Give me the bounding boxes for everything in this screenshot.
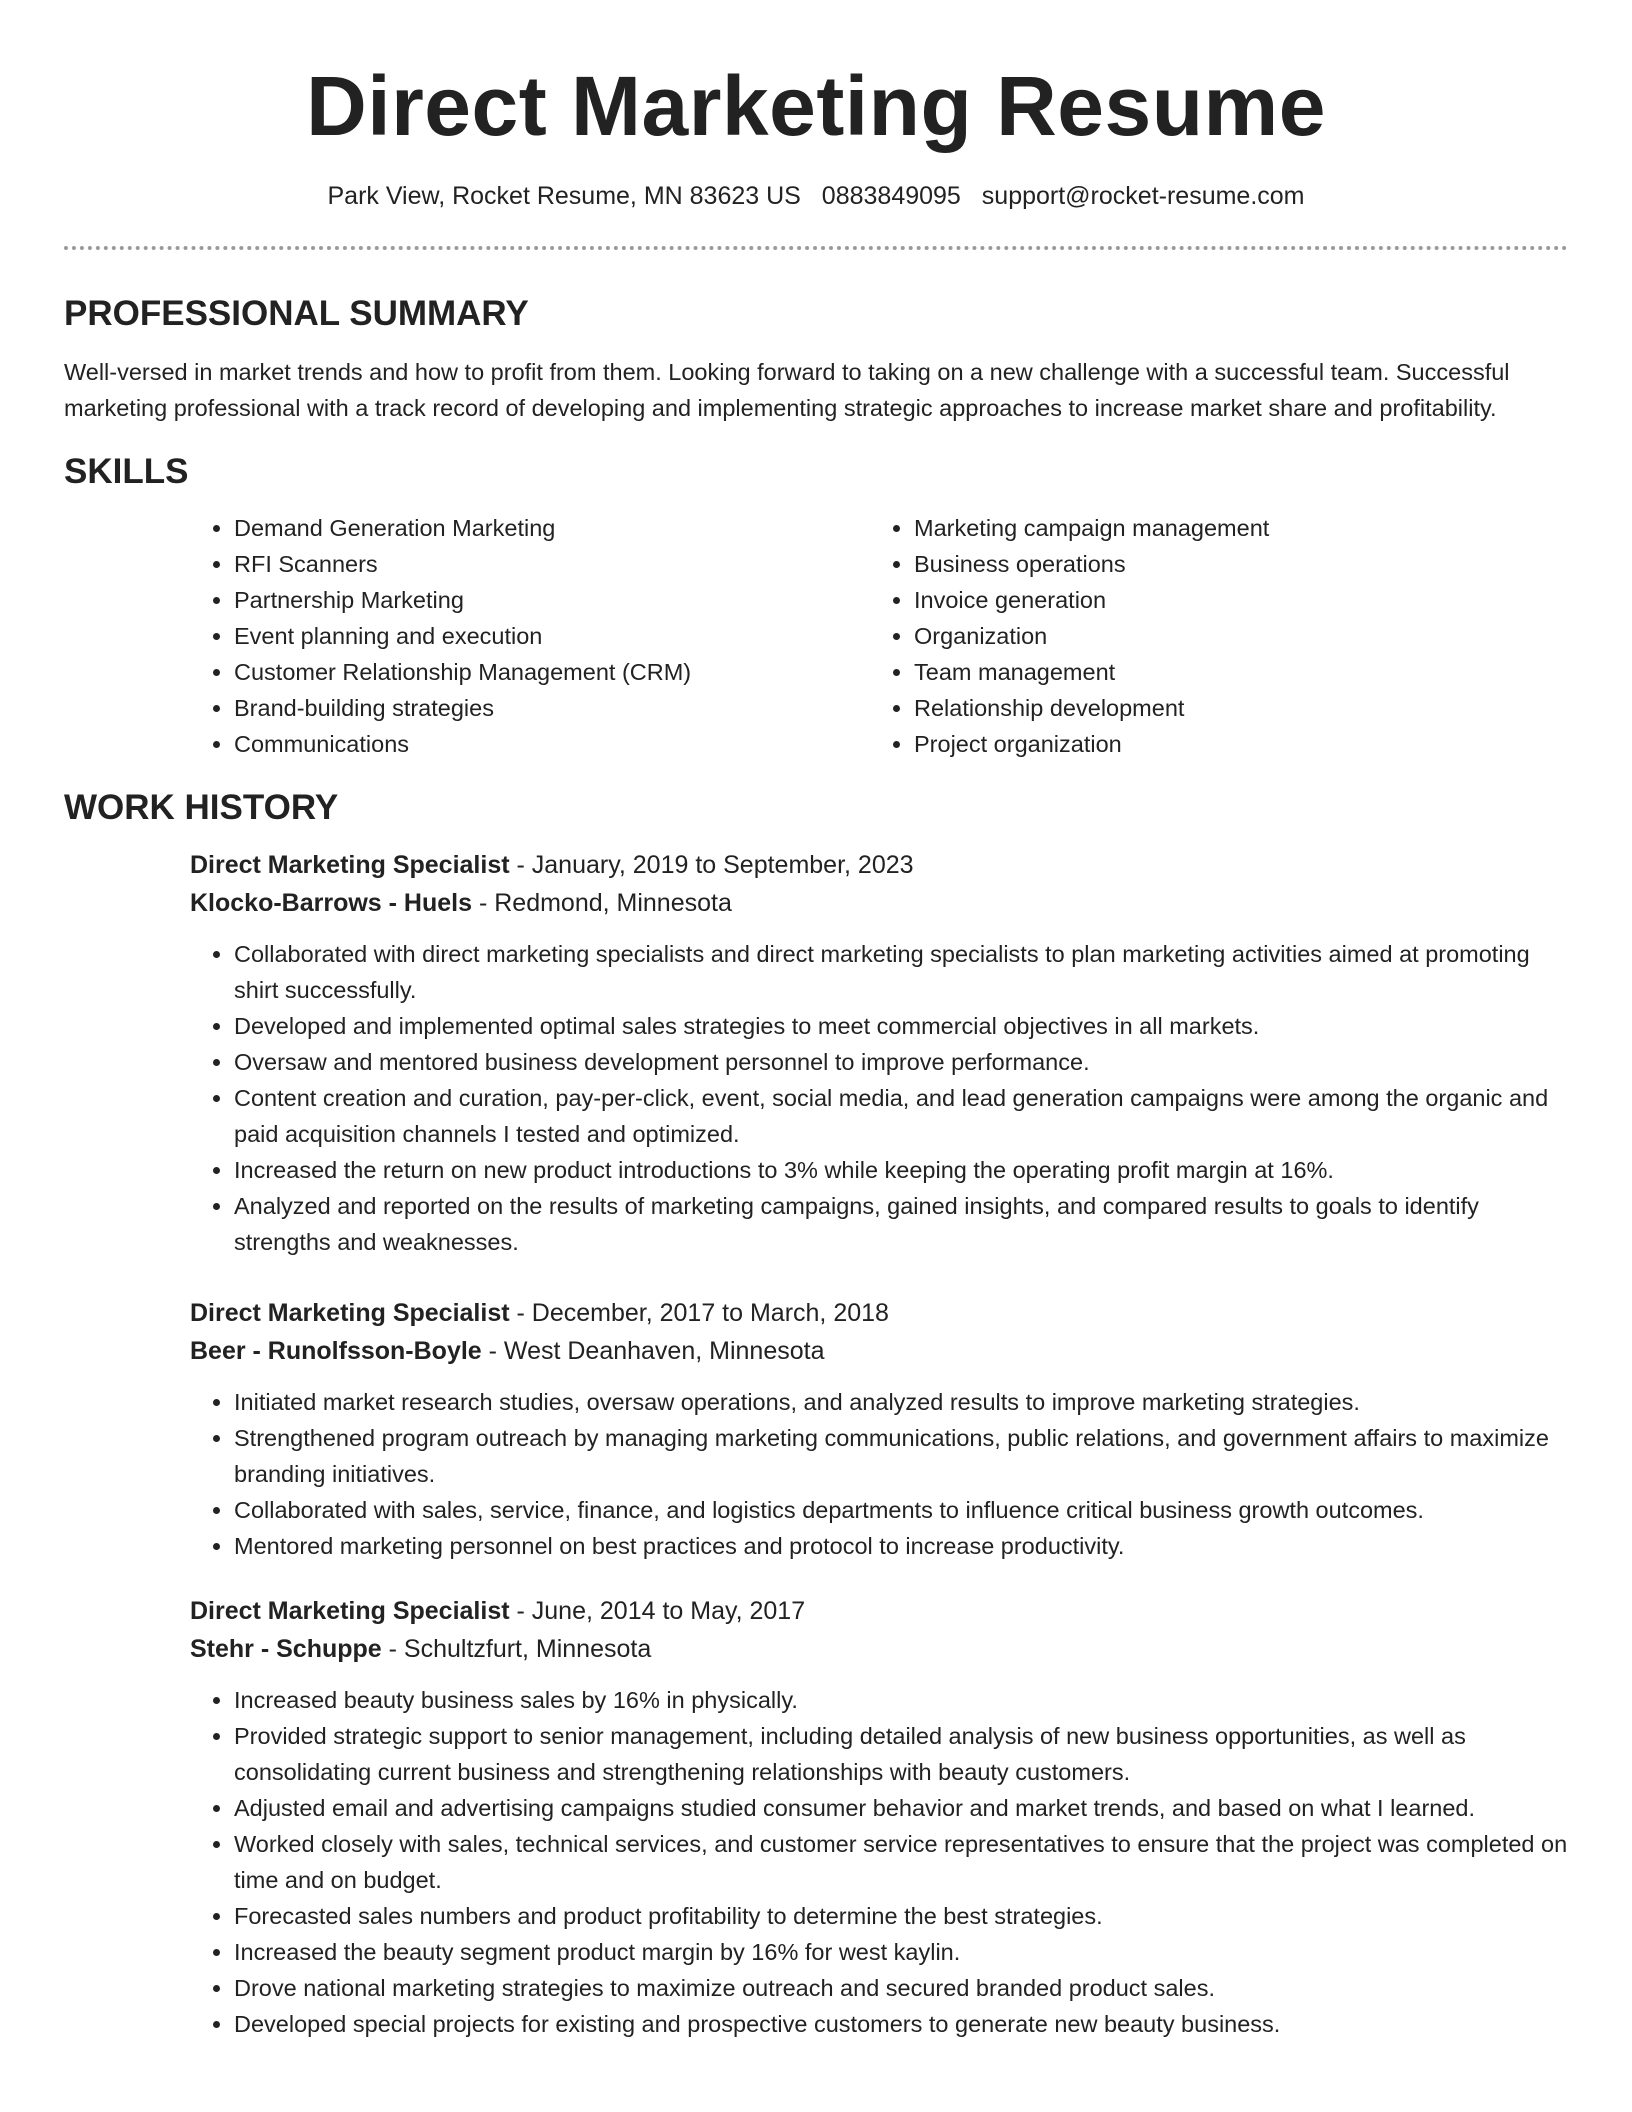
skill-item: • Brand-building strategies bbox=[234, 690, 870, 726]
resume-title: Direct Marketing Resume bbox=[306, 59, 1326, 153]
summary-text: Well-versed in market trends and how to profit from them. Looking forward to taking on a new challenge with a successful team. Successful marketing professional with a track record of developing and implementing strategic approaches to increase market share and profitability. bbox=[64, 359, 1510, 421]
job-bullet: • Increased the beauty segment product margin by 16% for west kaylin. bbox=[234, 1934, 1568, 1970]
job-company-line bbox=[190, 884, 1568, 922]
job-entry bbox=[190, 1592, 1568, 2042]
job-bullet: • Drove national marketing strategies to maximize outreach and secured branded product sales. bbox=[234, 1970, 1568, 2006]
job-bullet: • Initiated market research studies, oversaw operations, and analyzed results to improve marketing strategies. bbox=[234, 1384, 1568, 1420]
job-bullet: • Increased beauty business sales by 16% in physically. bbox=[234, 1682, 1568, 1718]
job-bullet: • Collaborated with direct marketing specialists and direct marketing specialists to plan marketing activities aimed at promoting shirt successfully. bbox=[234, 936, 1568, 1008]
contact-phone: 0883849095 bbox=[821, 182, 961, 210]
job-dates: - January, 2019 to September, 2023 bbox=[509, 851, 914, 879]
job-bullet: • Collaborated with sales, service, finance, and logistics departments to influence critical business growth outcomes. bbox=[234, 1492, 1568, 1528]
skill-item: • Demand Generation Marketing bbox=[234, 510, 870, 546]
job-location: - Schultzfurt, Minnesota bbox=[381, 1635, 652, 1663]
resume-page bbox=[64, 0, 1568, 2042]
job-title: Direct Marketing Specialist bbox=[190, 1299, 510, 1327]
skills-list-left bbox=[190, 510, 870, 762]
job-bullet: • Analyzed and reported on the results of marketing campaigns, gained insights, and compared results to goals to identify strengths and weaknesses. bbox=[234, 1188, 1568, 1260]
job-company: Klocko-Barrows - Huels bbox=[190, 889, 473, 917]
job-bullet: • Oversaw and mentored business development personnel to improve performance. bbox=[234, 1044, 1568, 1080]
job-title-line bbox=[190, 846, 1568, 884]
section-heading-skills: SKILLS bbox=[64, 452, 189, 491]
skill-item: • Communications bbox=[234, 726, 870, 762]
contact-line bbox=[64, 180, 1568, 212]
skill-item: • Relationship development bbox=[914, 690, 1550, 726]
skill-item: • Business operations bbox=[914, 546, 1550, 582]
skill-item: • Customer Relationship Management (CRM) bbox=[234, 654, 870, 690]
section-heading-work: WORK HISTORY bbox=[64, 788, 339, 827]
skills-list-right bbox=[870, 510, 1550, 762]
skill-item: • Marketing campaign management bbox=[914, 510, 1550, 546]
job-location: - West Deanhaven, Minnesota bbox=[481, 1337, 825, 1365]
job-bullet: • Mentored marketing personnel on best practices and protocol to increase productivity. bbox=[234, 1528, 1568, 1564]
section-heading-summary: PROFESSIONAL SUMMARY bbox=[64, 294, 529, 333]
job-bullets bbox=[190, 1682, 1568, 2042]
job-bullet: • Adjusted email and advertising campaigns studied consumer behavior and market trends, and based on what I learned. bbox=[234, 1790, 1568, 1826]
contact-address: Park View, Rocket Resume, MN 83623 US bbox=[327, 182, 801, 210]
skill-item: • Organization bbox=[914, 618, 1550, 654]
job-title-line bbox=[190, 1294, 1568, 1332]
skill-item: • Event planning and execution bbox=[234, 618, 870, 654]
job-bullet: • Developed special projects for existing and prospective customers to generate new beauty business. bbox=[234, 2006, 1568, 2042]
job-title: Direct Marketing Specialist bbox=[190, 1597, 510, 1625]
summary-section bbox=[64, 292, 1568, 426]
skills-columns bbox=[190, 510, 1568, 762]
job-bullets bbox=[190, 936, 1568, 1260]
job-company: Beer - Runolfsson-Boyle bbox=[190, 1337, 482, 1365]
job-entry bbox=[190, 846, 1568, 1260]
skill-item: • Team management bbox=[914, 654, 1550, 690]
job-bullet: • Increased the return on new product introductions to 3% while keeping the operating profit margin at 16%. bbox=[234, 1152, 1568, 1188]
job-bullets bbox=[190, 1384, 1568, 1564]
job-bullet: • Strengthened program outreach by managing marketing communications, public relations, and government affairs to maximize branding initiatives. bbox=[234, 1420, 1568, 1492]
contact-email: support@rocket-resume.com bbox=[981, 182, 1305, 210]
skill-item: • RFI Scanners bbox=[234, 546, 870, 582]
skills-section bbox=[64, 450, 1568, 762]
job-bullet: • Content creation and curation, pay-per-click, event, social media, and lead generation campaigns were among the organic and paid acquisition channels I tested and optimized. bbox=[234, 1080, 1568, 1152]
job-location: - Redmond, Minnesota bbox=[472, 889, 732, 917]
job-company-line bbox=[190, 1332, 1568, 1370]
skill-item: • Project organization bbox=[914, 726, 1550, 762]
job-bullet: • Developed and implemented optimal sales strategies to meet commercial objectives in all markets. bbox=[234, 1008, 1568, 1044]
job-company-line bbox=[190, 1630, 1568, 1668]
header-divider bbox=[64, 246, 1568, 250]
job-title-line bbox=[190, 1592, 1568, 1630]
job-bullet: • Worked closely with sales, technical services, and customer service representatives to ensure that the project was completed on time and on budget. bbox=[234, 1826, 1568, 1898]
skill-item: • Partnership Marketing bbox=[234, 582, 870, 618]
work-history-section bbox=[64, 786, 1568, 2042]
job-company: Stehr - Schuppe bbox=[190, 1635, 382, 1663]
skill-item: • Invoice generation bbox=[914, 582, 1550, 618]
job-bullet: • Forecasted sales numbers and product profitability to determine the best strategies. bbox=[234, 1898, 1568, 1934]
job-dates: - June, 2014 to May, 2017 bbox=[509, 1597, 806, 1625]
job-bullet: • Provided strategic support to senior management, including detailed analysis of new business opportunities, as well as consolidating current business and strengthening relationships with beauty customers. bbox=[234, 1718, 1568, 1790]
job-title: Direct Marketing Specialist bbox=[190, 851, 510, 879]
job-dates: - December, 2017 to March, 2018 bbox=[509, 1299, 889, 1327]
job-entry bbox=[190, 1294, 1568, 1564]
